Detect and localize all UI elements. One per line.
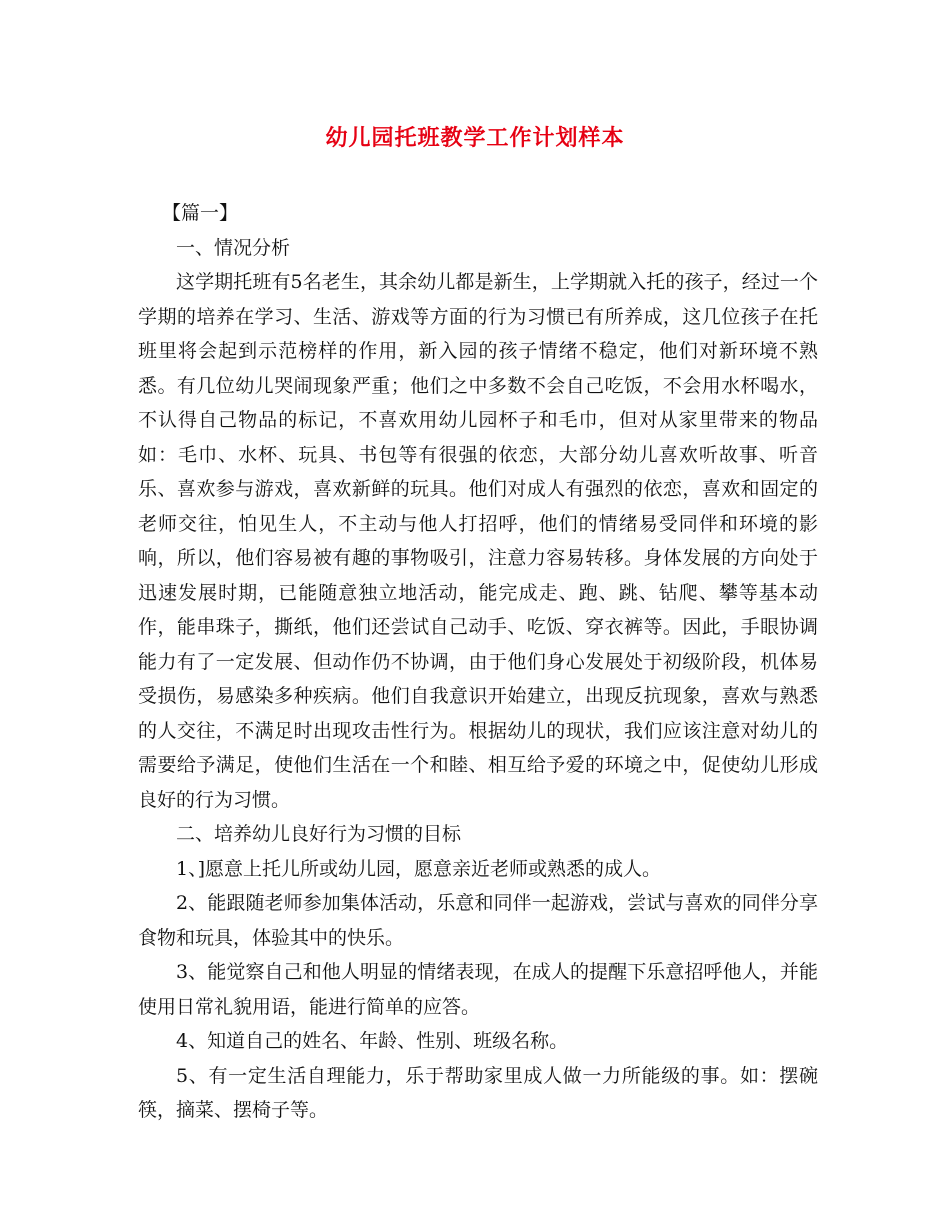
- goal-item-2: 2、能跟随老师参加集体活动，乐意和同伴一起游戏，尝试与喜欢的同伴分享食物和玩具，体验其中的快乐。: [138, 892, 818, 949]
- goal-item-1: 1、]愿意上托儿所或幼儿园，愿意亲近老师或熟悉的成人。: [176, 857, 662, 880]
- section-heading-2: 二、培养幼儿良好行为习惯的目标: [176, 823, 462, 845]
- section-label: 【篇一】: [162, 202, 239, 224]
- goal-item-3: 3、能觉察自己和他人明显的情绪表现，在成人的提醒下乐意招呼他人，并能使用日常礼貌用语，能进行简单的应答。: [138, 961, 818, 1018]
- paragraph-situation-analysis: 这学期托班有5名老生，其余幼儿都是新生，上学期就入托的孩子，经过一个学期的培养在学习、生活、游戏等方面的行为习惯已有所养成，这几位孩子在托班里将会起到示范榜样的作用，新入园的孩子情绪不稳定，他们对新环境不熟悉。有几位幼儿哭闹现象严重；他们之中多数不会自己吃饭，不会用水杯喝水，不认得自己物品的标记，不喜欢用幼儿园杯子和毛巾，但对从家里带来的物品如：毛巾、水杯、玩具、书包等有很强的依恋，大部分幼儿喜欢听故事、听音乐、喜欢参与游戏，喜欢新鲜的玩具。他们对成人有强烈的依恋，喜欢和固定的老师交往，怕见生人，不主动与他人打招呼，他们的情绪易受同伴和环境的影响，所以，他们容易被有趣的事物吸引，注意力容易转移。身体发展的方向处于迅速发展时期，已能随意独立地活动，能完成走、跑、跳、钻爬、攀等基本动作，能串珠子，撕纸，他们还尝试自己动手、吃饭、穿衣裤等。因此，手眼协调能力有了一定发展、但动作仍不协调，由于他们身心发展处于初级阶段，机体易受损伤，易感染多种疾病。他们自我意识开始建立，出现反抗现象，喜欢与熟悉的人交往，不满足时出现攻击性行为。根据幼儿的现状，我们应该注意对幼儿的需要给予满足，使他们生活在一个和睦、相互给予爱的环境之中，促使幼儿形成良好的行为习惯。: [138, 271, 818, 811]
- section-heading-1: 一、情况分析: [176, 236, 291, 259]
- document-title: 幼儿园托班教学工作计划样本: [325, 125, 625, 151]
- goal-item-5: 5、有一定生活自理能力，乐于帮助家里成人做一力所能级的事。如：摆碗筷，摘菜、摆椅子等。: [138, 1064, 818, 1121]
- goal-item-4: 4、知道自己的姓名、年龄、性别、班级名称。: [176, 1030, 569, 1052]
- document-body: [138, 196, 818, 1128]
